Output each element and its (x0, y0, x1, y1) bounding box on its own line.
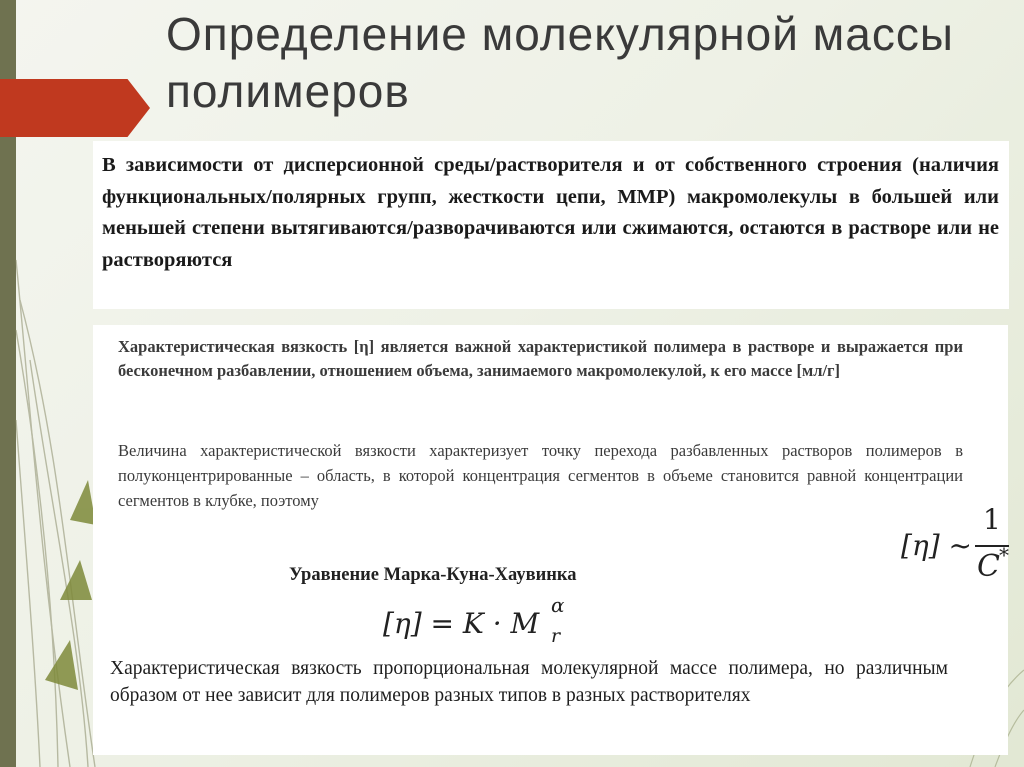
intro-paragraph: В зависимости от дисперсионной среды/растворителя и от собственного строения (наличия функциональных/полярных групп, жесткости цепи, ММР) макромолекулы в большей или меньшей степени вытягиваются/разворачиваются или сжимаются, остаются в растворе или не растворяются (102, 154, 999, 271)
mark-kuhn-houwink-formula (383, 593, 583, 647)
slide-title: Определение молекулярной массы полимеров (166, 8, 954, 117)
intro-text-box (93, 141, 1009, 309)
equation-title: Уравнение Марка-Куна-Хаувинка (289, 565, 577, 585)
mkh-formula-main: [η] = K · M (383, 607, 540, 640)
concentration-formula (901, 503, 1009, 587)
title-accent-arrow (0, 79, 150, 137)
mkh-formula-superscript: α (551, 593, 565, 617)
concentration-formula-numerator: 1 (983, 503, 1001, 536)
mkh-formula-subscript: r (551, 625, 561, 647)
viscosity-definition: Характеристическая вязкость [η] является важной характеристикой полимера в растворе и выражается при бесконечном разбавлении, отношением объема, занимаемого макромолекулой, к его массе [мл/г] (118, 337, 963, 380)
concentration-formula-superscript: * (999, 543, 1009, 567)
viscosity-description: Величина характеристической вязкости характеризует точку перехода разбавленных растворов полимеров в полуконцентрированные – область, в которой концентрация сегментов в объеме становится равной концентрации сегментов в клубке, поэтому (118, 441, 963, 510)
concentration-formula-lhs: [η] ~ (901, 529, 972, 562)
concentration-formula-denominator: C (977, 549, 1000, 584)
viscosity-conclusion: Характеристическая вязкость пропорциональная молекулярной массе полимера, но различным образом от нее зависит для полимеров разных типов в разных растворителях (110, 658, 948, 706)
viscosity-text-box (93, 325, 1008, 755)
